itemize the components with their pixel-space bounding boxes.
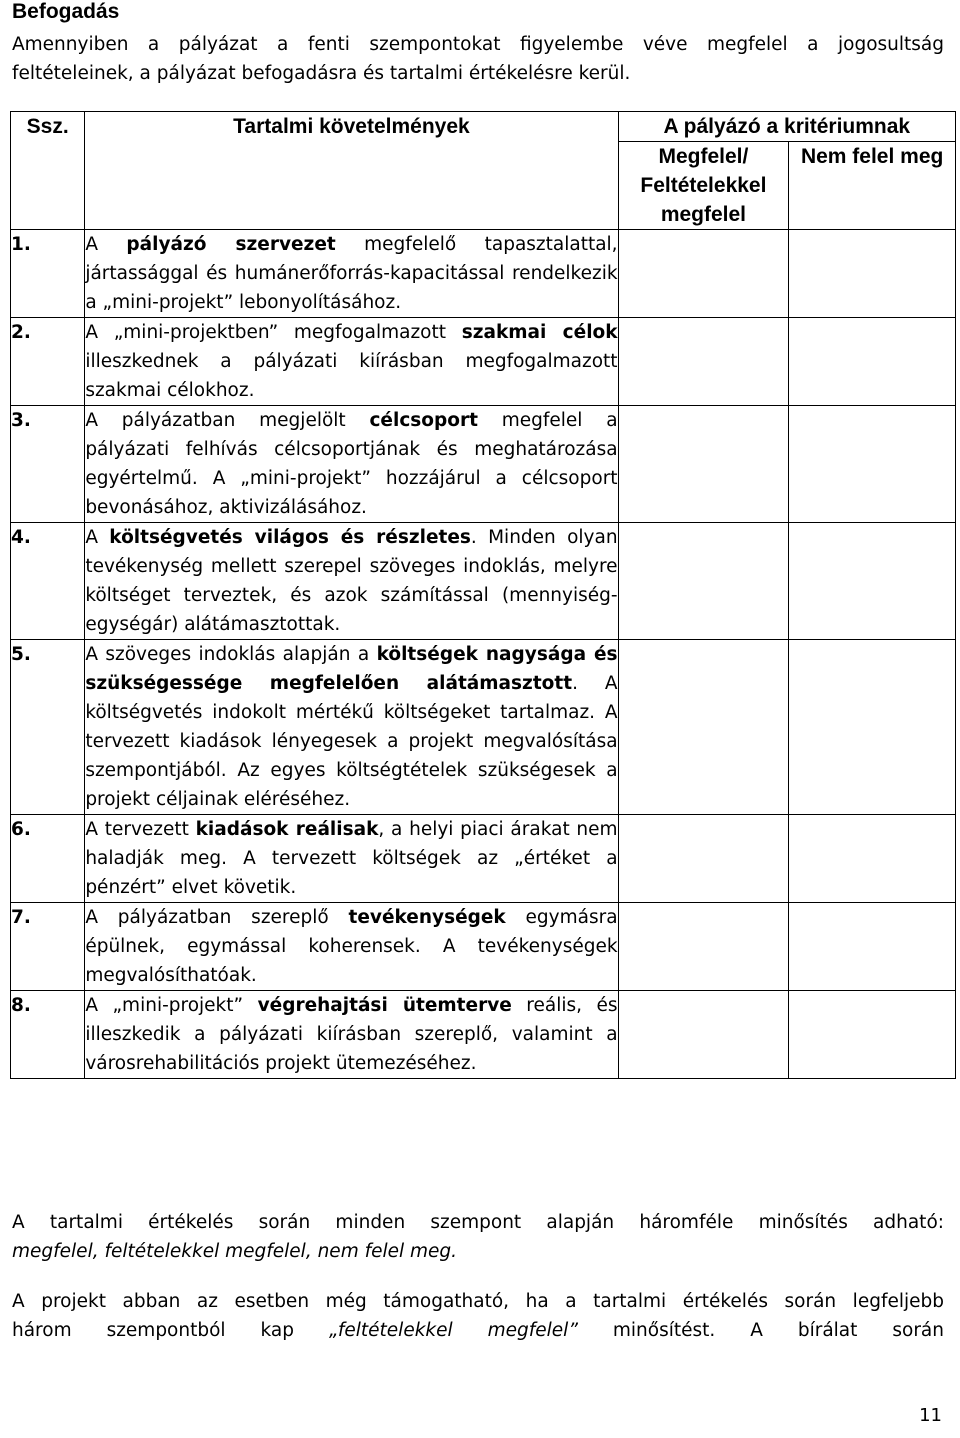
row-requirement	[85, 406, 618, 523]
row-number: 4.	[11, 523, 85, 640]
table-row	[11, 903, 956, 991]
row-requirement	[85, 523, 618, 640]
cell-not-meets[interactable]	[789, 406, 956, 523]
requirement-text: A pályázatban megjelölt	[85, 410, 370, 431]
requirement-emphasis: költségvetés világos és részletes	[109, 527, 471, 548]
requirement-emphasis: végrehajtási ütemterve	[257, 995, 512, 1016]
cell-meets[interactable]	[618, 640, 789, 815]
rating-options: megfelel, feltételekkel megfelel, nem felel meg.	[12, 1241, 458, 1262]
intro-line-1: Amennyiben a pályázat a fenti szempontokat figyelembe véve megfelel a jogosultság	[12, 34, 944, 55]
row-number: 1.	[11, 230, 85, 318]
header-not-ok: Nem felel meg	[789, 142, 956, 230]
cell-meets[interactable]	[618, 318, 789, 406]
requirement-text: A	[85, 527, 110, 548]
requirement-emphasis: költségek nagysága és szükségessége megfelelően alátámasztott	[85, 644, 618, 694]
cell-not-meets[interactable]	[789, 318, 956, 406]
support-line-1: A projekt abban az esetben még támogatható, ha a tartalmi értékelés során legfeljebb	[12, 1291, 944, 1312]
requirement-text: . Minden olyan tevékenység mellett szerepel szöveges indoklás, melyre költséget terveztek, és azok számítással (mennyiség-egységár) alátámasztottak.	[85, 527, 618, 635]
row-requirement	[85, 318, 618, 406]
cell-not-meets[interactable]	[789, 903, 956, 991]
table-row	[11, 230, 956, 318]
cell-not-meets[interactable]	[789, 523, 956, 640]
header-number: Ssz.	[11, 112, 85, 230]
cell-meets[interactable]	[618, 903, 789, 991]
section-heading: Befogadás	[12, 0, 120, 23]
requirement-text: reális, és illeszkedik a pályázati kiírásban szereplő, valamint a városrehabilitációs projekt ütemezéséhez.	[85, 995, 618, 1074]
cell-not-meets[interactable]	[789, 991, 956, 1079]
requirement-text: egymásra épülnek, egymással koherensek. A tevékenységek megvalósíthatóak.	[85, 907, 618, 986]
row-requirement	[85, 991, 618, 1079]
requirement-text: megfelel a pályázati felhívás célcsoportjának és meghatározása egyértelmű. A „mini-projekt” hozzájárul a célcsoport bevonásához, aktivizálásához.	[85, 410, 618, 518]
row-number: 3.	[11, 406, 85, 523]
cell-not-meets[interactable]	[789, 815, 956, 903]
cell-meets[interactable]	[618, 230, 789, 318]
requirement-text: A „mini-projektben” megfogalmazott	[85, 322, 462, 343]
table-row	[11, 640, 956, 815]
criteria-table	[10, 111, 956, 1079]
support-line-2	[12, 1316, 944, 1345]
cell-meets[interactable]	[618, 991, 789, 1079]
requirement-text: A tervezett	[85, 819, 196, 840]
intro-line-2: feltételeinek, a pályázat befogadásra és tartalmi értékelésre kerül.	[12, 63, 631, 84]
row-number: 2.	[11, 318, 85, 406]
evaluation-line-1: A tartalmi értékelés során minden szempont alapján háromféle minősítés adható:	[12, 1212, 944, 1233]
requirement-text: A szöveges indoklás alapján a	[85, 644, 377, 665]
row-number: 7.	[11, 903, 85, 991]
criteria-rows	[11, 230, 956, 1079]
requirement-emphasis: kiadások reálisak	[195, 819, 379, 840]
cell-meets[interactable]	[618, 815, 789, 903]
requirement-text: . A költségvetés indokolt mértékű költségeket tartalmaz. A tervezett kiadások lényegesek a projekt megvalósítása szempontjából. Az egyes költségtételek szükségesek a projekt céljainak eléréséhez.	[85, 673, 618, 810]
requirement-text: A pályázatban szereplő	[85, 907, 349, 928]
row-number: 8.	[11, 991, 85, 1079]
cell-meets[interactable]	[618, 523, 789, 640]
table-row	[11, 815, 956, 903]
cell-not-meets[interactable]	[789, 230, 956, 318]
requirement-emphasis: tevékenységek	[348, 907, 506, 928]
evaluation-line-2	[12, 1237, 944, 1266]
row-requirement	[85, 903, 618, 991]
intro-paragraph	[12, 30, 944, 88]
page-number: 11	[919, 1405, 942, 1426]
requirement-emphasis: szakmai célok	[461, 322, 618, 343]
cell-not-meets[interactable]	[789, 640, 956, 815]
table-row	[11, 523, 956, 640]
requirement-emphasis: pályázó szervezet	[126, 234, 336, 255]
requirement-text: A „mini-projekt”	[85, 995, 258, 1016]
requirement-text: , a helyi piaci árakat nem haladják meg. A tervezett költségek az „értéket a pénzért” elvet követik.	[85, 819, 618, 898]
cell-meets[interactable]	[618, 406, 789, 523]
row-number: 6.	[11, 815, 85, 903]
row-requirement	[85, 230, 618, 318]
requirement-text: A	[85, 234, 127, 255]
header-applicant: A pályázó a kritériumnak	[618, 112, 955, 142]
evaluation-paragraph	[12, 1208, 944, 1266]
header-ok: Megfelel/ Feltételekkel megfelel	[618, 142, 789, 230]
table-row	[11, 406, 956, 523]
table-row	[11, 318, 956, 406]
row-number: 5.	[11, 640, 85, 815]
support-paragraph	[12, 1287, 944, 1345]
support-line-2-end: minősítést. A bírálat során	[577, 1320, 944, 1341]
requirement-emphasis: célcsoport	[369, 410, 478, 431]
header-content: Tartalmi követelmények	[85, 112, 618, 230]
support-line-2-italic: „feltételekkel megfelel”	[328, 1320, 578, 1341]
row-requirement	[85, 815, 618, 903]
table-row	[11, 991, 956, 1079]
requirement-text: illeszkednek a pályázati kiírásban megfogalmazott szakmai célokhoz.	[85, 351, 618, 401]
support-line-2-start: három szempontból kap	[12, 1320, 329, 1341]
row-requirement	[85, 640, 618, 815]
requirement-text: megfelelő tapasztalattal, jártassággal és humánerőforrás-kapacitással rendelkezik a „mini-projekt” lebonyolításához.	[85, 234, 618, 313]
